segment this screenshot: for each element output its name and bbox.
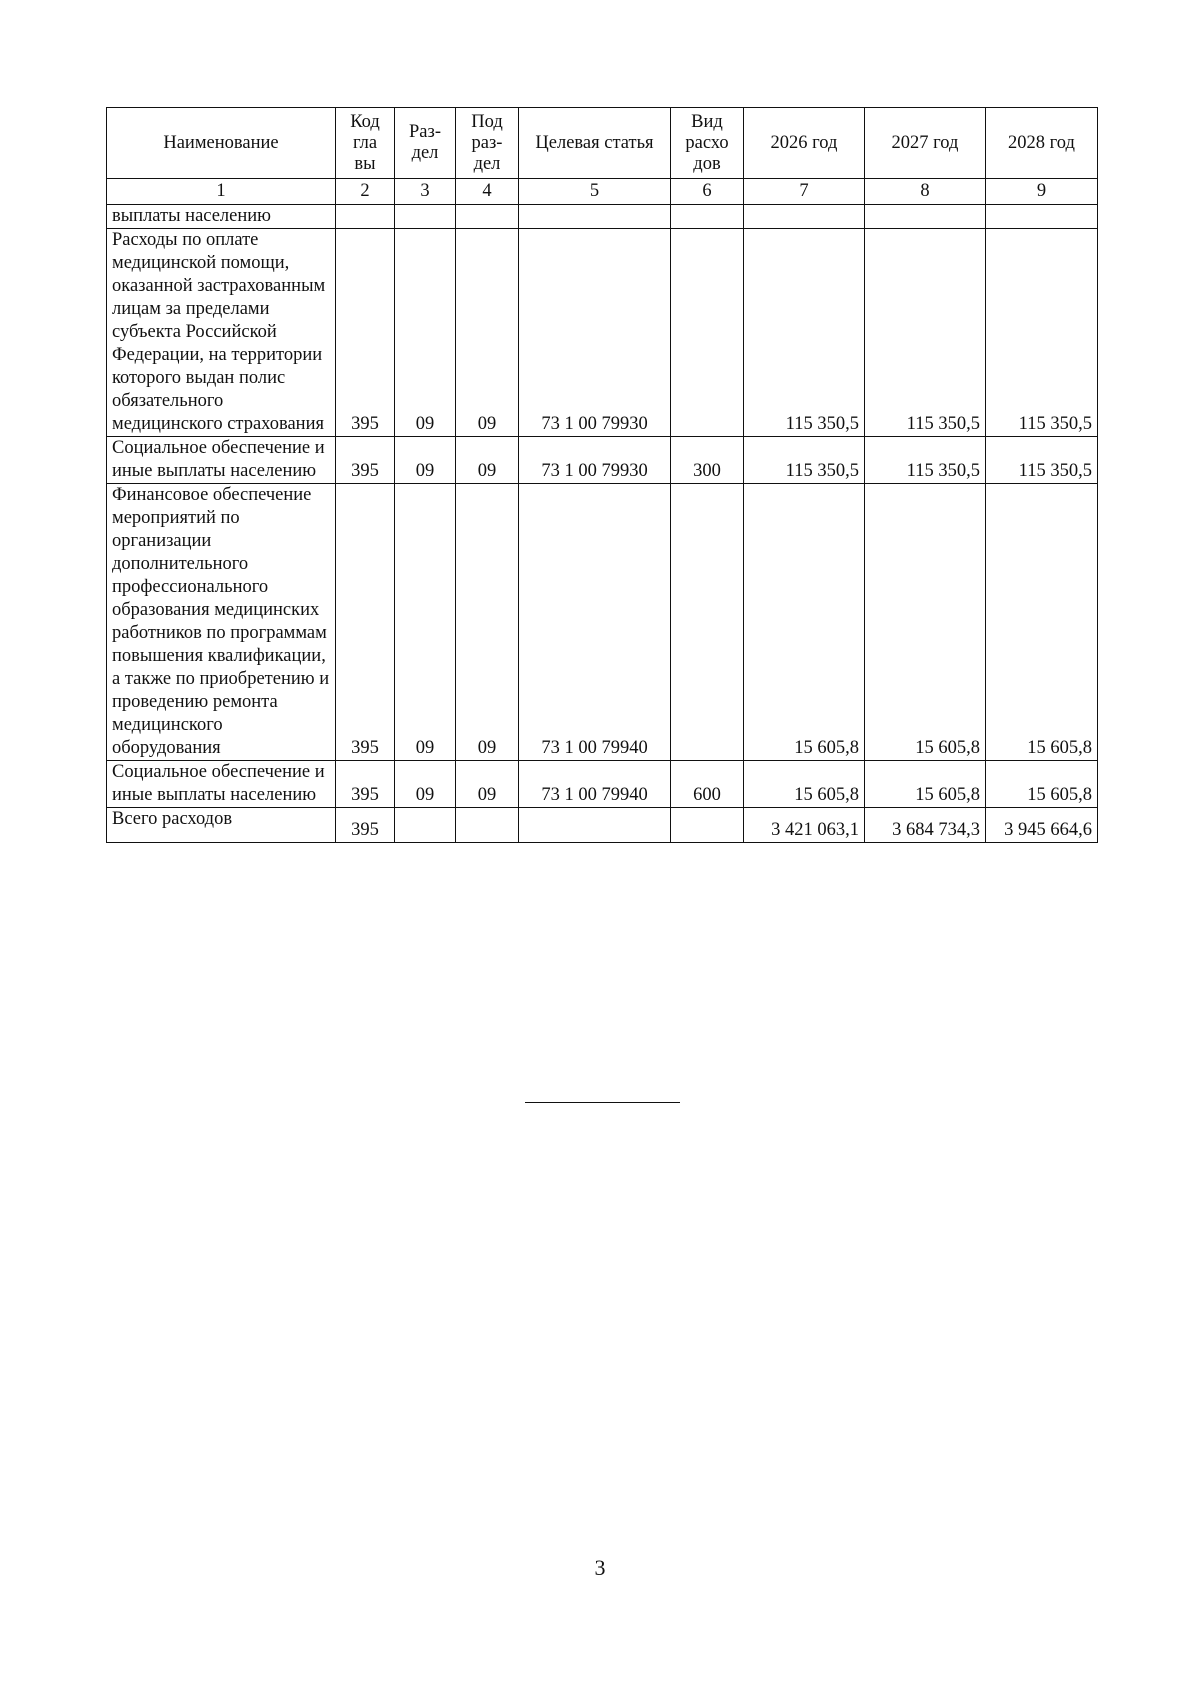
row-statya: 73 1 00 79930 bbox=[519, 229, 671, 437]
row-2028: 115 350,5 bbox=[986, 437, 1098, 484]
row-vid bbox=[671, 484, 744, 761]
row-name: Социальное обеспечение и иные выплаты населению bbox=[107, 761, 336, 808]
row-razdel: 09 bbox=[395, 484, 456, 761]
header-name: Наименование bbox=[107, 108, 336, 179]
row-2028: 15 605,8 bbox=[986, 484, 1098, 761]
row-2027: 115 350,5 bbox=[865, 229, 986, 437]
row-vid bbox=[671, 205, 744, 229]
row-2027: 15 605,8 bbox=[865, 761, 986, 808]
row-vid: 600 bbox=[671, 761, 744, 808]
header-razdel: Раз- дел bbox=[395, 108, 456, 179]
column-number: 4 bbox=[456, 179, 519, 205]
column-number: 1 bbox=[107, 179, 336, 205]
row-2026 bbox=[744, 205, 865, 229]
row-podrazdel: 09 bbox=[456, 229, 519, 437]
column-number: 3 bbox=[395, 179, 456, 205]
total-empty-cell bbox=[456, 808, 519, 843]
row-name: выплаты населению bbox=[107, 205, 336, 229]
row-podrazdel: 09 bbox=[456, 437, 519, 484]
table-row bbox=[107, 229, 1098, 437]
total-empty-cell bbox=[671, 808, 744, 843]
row-statya: 73 1 00 79940 bbox=[519, 761, 671, 808]
table-row bbox=[107, 761, 1098, 808]
row-glava: 395 bbox=[336, 761, 395, 808]
row-2027: 115 350,5 bbox=[865, 437, 986, 484]
header-podrazdel: Под раз- дел bbox=[456, 108, 519, 179]
header-2028: 2028 год bbox=[986, 108, 1098, 179]
total-empty-cell bbox=[519, 808, 671, 843]
row-podrazdel bbox=[456, 205, 519, 229]
total-2026: 3 421 063,1 bbox=[744, 808, 865, 843]
row-statya bbox=[519, 205, 671, 229]
table-row bbox=[107, 484, 1098, 761]
column-number: 2 bbox=[336, 179, 395, 205]
table-row bbox=[107, 437, 1098, 484]
total-2027: 3 684 734,3 bbox=[865, 808, 986, 843]
header-statya: Целевая статья bbox=[519, 108, 671, 179]
total-label: Всего расходов bbox=[107, 808, 336, 843]
row-vid: 300 bbox=[671, 437, 744, 484]
row-2028: 15 605,8 bbox=[986, 761, 1098, 808]
header-vid: Вид расхо дов bbox=[671, 108, 744, 179]
row-razdel: 09 bbox=[395, 761, 456, 808]
header-2026: 2026 год bbox=[744, 108, 865, 179]
column-number: 6 bbox=[671, 179, 744, 205]
column-number: 9 bbox=[986, 179, 1098, 205]
header-2027: 2027 год bbox=[865, 108, 986, 179]
expenditure-table bbox=[106, 107, 1098, 843]
row-podrazdel: 09 bbox=[456, 484, 519, 761]
total-2028: 3 945 664,6 bbox=[986, 808, 1098, 843]
page-number: 3 bbox=[594, 1555, 606, 1580]
row-2026: 115 350,5 bbox=[744, 437, 865, 484]
table-row bbox=[107, 205, 1098, 229]
total-glava: 395 bbox=[336, 808, 395, 843]
total-empty-cell bbox=[395, 808, 456, 843]
row-vid bbox=[671, 229, 744, 437]
row-2027 bbox=[865, 205, 986, 229]
row-2026: 15 605,8 bbox=[744, 484, 865, 761]
row-name: Финансовое обеспечение мероприятий по организации дополнительного профессионального образования медицинских работников по программам повышения квалификации, а также по приобретению и проведению ремонта медицинского оборудования bbox=[107, 484, 336, 761]
row-razdel bbox=[395, 205, 456, 229]
column-number: 7 bbox=[744, 179, 865, 205]
row-glava: 395 bbox=[336, 484, 395, 761]
column-number: 5 bbox=[519, 179, 671, 205]
row-2026: 15 605,8 bbox=[744, 761, 865, 808]
end-of-document-rule bbox=[525, 1102, 680, 1103]
row-glava bbox=[336, 205, 395, 229]
row-statya: 73 1 00 79940 bbox=[519, 484, 671, 761]
row-name: Расходы по оплате медицинской помощи, оказанной застрахованным лицам за пределами субъекта Российской Федерации, на территории которого выдан полис обязательного медицинского страхования bbox=[107, 229, 336, 437]
total-row bbox=[107, 808, 1098, 843]
row-glava: 395 bbox=[336, 437, 395, 484]
row-statya: 73 1 00 79930 bbox=[519, 437, 671, 484]
header-glava: Код гла вы bbox=[336, 108, 395, 179]
row-2028: 115 350,5 bbox=[986, 229, 1098, 437]
row-razdel: 09 bbox=[395, 229, 456, 437]
header-row bbox=[107, 108, 1098, 179]
column-number-row bbox=[107, 179, 1098, 205]
row-2028 bbox=[986, 205, 1098, 229]
row-name: Социальное обеспечение и иные выплаты населению bbox=[107, 437, 336, 484]
row-2027: 15 605,8 bbox=[865, 484, 986, 761]
row-podrazdel: 09 bbox=[456, 761, 519, 808]
column-number: 8 bbox=[865, 179, 986, 205]
row-razdel: 09 bbox=[395, 437, 456, 484]
row-2026: 115 350,5 bbox=[744, 229, 865, 437]
row-glava: 395 bbox=[336, 229, 395, 437]
